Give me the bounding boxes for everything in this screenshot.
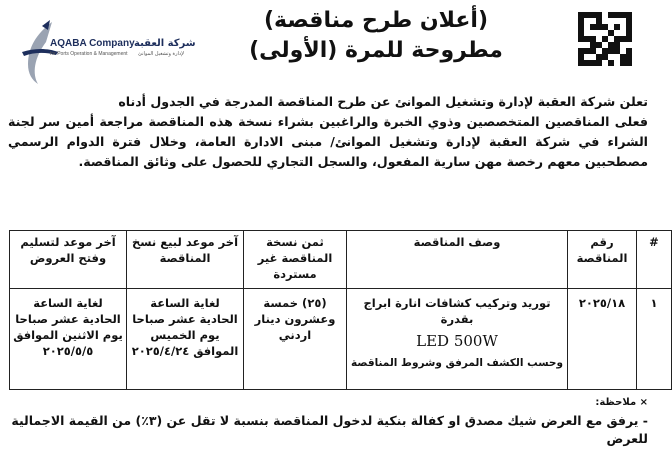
table-header-row <box>10 231 672 289</box>
cell-sale-deadline: لغاية الساعة الحادية عشر صباحا يوم الخميس الموافق ٢٠٢٥/٤/٢٤ <box>127 289 244 390</box>
header-number: رقم المناقصة <box>568 231 637 289</box>
cell-number: ٢٠٢٥/١٨ <box>568 289 637 390</box>
logo-sub-en: for Ports Operation & Management <box>50 51 128 57</box>
intro-paragraph-1: تعلن شركة العقبة لإدارة وتشغيل الموانئ عن طرح المناقصة المدرجة في الجدول أدناه <box>118 94 648 109</box>
header-price: ثمن نسخة المناقصة غير مستردة <box>244 231 347 289</box>
cell-description <box>347 289 568 390</box>
header-description: وصف المناقصة <box>347 231 568 289</box>
title-line-2: مطروحة للمرة (الأولى) <box>249 38 503 63</box>
logo-sub-ar: لإدارة وتشغيل الموانئ <box>138 51 184 57</box>
header-idx: # <box>637 231 672 289</box>
intro-paragraph-2: فعلى المناقصين المتخصصين وذوي الخبرة والراغبين بشراء نسخة هذه المناقصة مراجعة أمين سر لجنة الشراء في شركة العقبة لإدارة وتشغيل الموانئ/ مبنى الادارة العامة، وخلال فترة الدوام الرسمي مصطحبين معهم رخصة مهن سارية المفعول، والسجل التجاري للحصول على وثائق المناقصة. <box>8 114 648 169</box>
notes-title: × ملاحظة: <box>595 397 648 408</box>
header-delivery-deadline: آخر موعد لتسليم وفتح العروض <box>10 231 127 289</box>
tender-table <box>9 230 672 390</box>
description-note: وحسب الكشف المرفق وشروط المناقصة <box>350 357 564 369</box>
logo-name-en: AQABA Company <box>50 38 135 49</box>
announcement-title <box>200 6 552 66</box>
cell-price: (٢٥) خمسة وعشرون دينار اردني <box>244 289 347 390</box>
logo-name-ar: شركة العقبة <box>134 38 196 49</box>
qr-code-icon <box>578 12 632 66</box>
title-line-1: (أعلان طرح مناقصة) <box>263 8 489 33</box>
header-sale-deadline: آخر موعد لبيع نسخ المناقصة <box>127 231 244 289</box>
company-logo <box>16 18 196 86</box>
description-text: توريد وتركيب كشافات انارة ابراج بقدرة <box>363 296 551 326</box>
cell-delivery-deadline: لغاية الساعة الحادية عشر صباحا يوم الاثنين الموافق ٢٠٢٥/٥/٥ <box>10 289 127 390</box>
description-led: LED 500W <box>416 332 498 350</box>
cell-idx: ١ <box>637 289 672 390</box>
intro-text <box>8 92 648 172</box>
table-row <box>10 289 672 390</box>
notes-body: - يرفق مع العرض شيك مصدق او كفالة بنكية لدخول المناقصة بنسبة لا تقل عن (٣٪) من القيمة الاجمالية للعرض <box>11 413 648 446</box>
notes-section <box>8 394 648 448</box>
